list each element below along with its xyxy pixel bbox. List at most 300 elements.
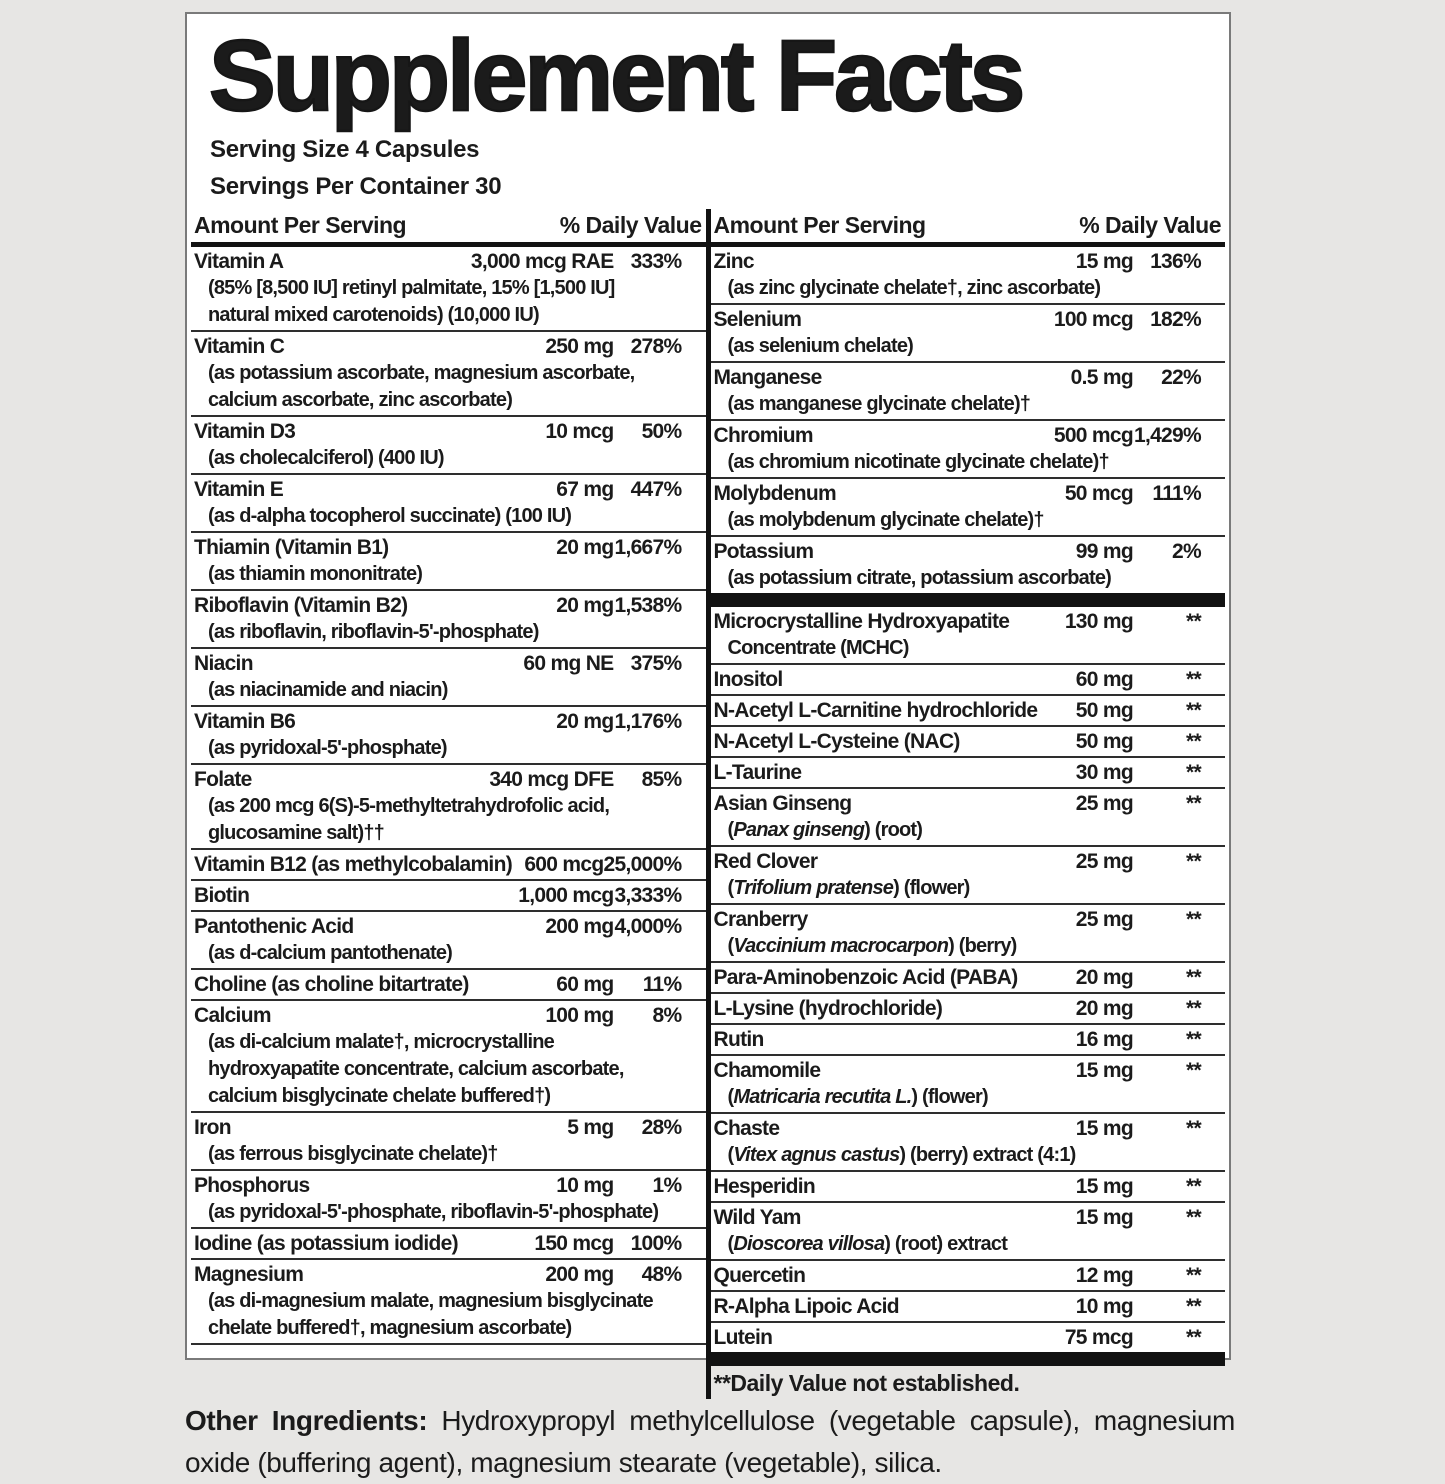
ingredient-daily-value: 85% xyxy=(641,768,682,791)
source-text: ( xyxy=(727,1233,734,1255)
ingredient-daily-value: ** xyxy=(1186,668,1201,691)
ingredient-amount: 50 mcg xyxy=(1064,482,1133,505)
source-text: hydroxyapatite concentrate, calcium ascorbate, xyxy=(208,1058,624,1080)
ingredient-name: L-Lysine (hydrochloride) xyxy=(713,997,943,1020)
ingredient-source xyxy=(194,1288,706,1315)
source-text: (as molybdenum glycinate chelate)† xyxy=(727,509,1044,531)
ingredient-daily-value: 1,429% xyxy=(1133,424,1201,447)
ingredient-line xyxy=(714,848,1226,875)
ingredient-amount: 67 mg xyxy=(556,478,614,501)
ingredient-amount: 25 mg xyxy=(1075,908,1133,931)
ingredient-source xyxy=(714,1084,1226,1111)
ingredient-source xyxy=(194,1141,706,1168)
ingredient-source xyxy=(714,449,1226,476)
ingredient-name: Iodine (as potassium iodide) xyxy=(194,1232,458,1255)
ingredient-amount: 15 mg xyxy=(1075,250,1133,273)
source-text: (as pyridoxal-5'-phosphate) xyxy=(208,737,447,759)
source-text: (as potassium ascorbate, magnesium ascorbate, xyxy=(208,362,635,384)
ingredient-line xyxy=(194,650,706,677)
table-row xyxy=(191,765,706,850)
ingredient-daily-value: 25,000% xyxy=(603,853,682,876)
ingredient-amount: 12 mg xyxy=(1075,1264,1133,1287)
ingredient-daily-value: 447% xyxy=(630,478,682,501)
ingredient-daily-value: 11% xyxy=(642,973,682,996)
ingredient-name: Manganese xyxy=(713,366,822,389)
serving-size: Serving Size 4 Capsules xyxy=(210,136,480,163)
ingredient-line xyxy=(714,759,1226,786)
ingredient-name: Inositol xyxy=(713,668,783,691)
ingredient-daily-value: 1,176% xyxy=(614,710,682,733)
ingredient-name: N-Acetyl L-Cysteine (NAC) xyxy=(713,730,960,753)
ingredient-line xyxy=(714,538,1226,565)
ingredient-amount: 75 mcg xyxy=(1064,1326,1133,1349)
table-row xyxy=(191,1229,706,1260)
ingredient-amount: 99 mg xyxy=(1075,540,1133,563)
table-row xyxy=(711,789,1226,847)
ingredient-source xyxy=(194,735,706,762)
source-text: (as pyridoxal-5'-phosphate, riboflavin-5'-phosphate) xyxy=(208,1201,659,1223)
ingredient-daily-value: 8% xyxy=(652,1004,682,1027)
table-row xyxy=(711,305,1226,363)
ingredient-amount: 600 mcg xyxy=(524,853,604,876)
ingredient-line xyxy=(194,708,706,735)
ingredient-name: Choline (as choline bitartrate) xyxy=(194,973,469,996)
ingredient-name: Cranberry xyxy=(713,908,808,931)
ingredient-name: Vitamin D3 xyxy=(194,420,296,443)
ingredient-amount: 150 mcg xyxy=(534,1232,614,1255)
ingredient-amount: 250 mg xyxy=(545,335,614,358)
ingredient-amount: 3,000 mcg RAE xyxy=(470,250,614,273)
ingredient-line xyxy=(714,697,1226,724)
ingredient-daily-value: 3,333% xyxy=(614,884,682,907)
ingredient-daily-value: ** xyxy=(1186,908,1201,931)
ingredient-line xyxy=(194,592,706,619)
ingredient-daily-value: ** xyxy=(1186,610,1201,633)
ingredient-name: Chromium xyxy=(713,424,813,447)
table-row xyxy=(191,1113,706,1171)
ingredient-line xyxy=(714,906,1226,933)
table-row xyxy=(711,1203,1226,1261)
ingredient-daily-value: ** xyxy=(1186,761,1201,784)
ingredient-amount: 30 mg xyxy=(1075,761,1133,784)
ingredient-source xyxy=(194,1029,706,1056)
ingredient-source xyxy=(714,391,1226,418)
ingredient-daily-value: 278% xyxy=(630,335,682,358)
ingredient-name: Vitamin E xyxy=(194,478,284,501)
dv-header-label: % Daily Value xyxy=(559,212,702,238)
ingredient-name: Chaste xyxy=(713,1117,780,1140)
ingredient-amount: 15 mg xyxy=(1075,1175,1133,1198)
latin-name: Trifolium pratense xyxy=(733,877,894,899)
table-row xyxy=(711,905,1226,963)
ingredient-source xyxy=(194,445,706,472)
table-row xyxy=(711,479,1226,537)
ingredient-amount: 340 mcg DFE xyxy=(489,768,614,791)
ingredient-source xyxy=(714,933,1226,960)
ingredient-name: Folate xyxy=(194,768,252,791)
amount-header-label: Amount Per Serving xyxy=(194,212,407,238)
ingredient-line xyxy=(194,476,706,503)
ingredient-name: Thiamin (Vitamin B1) xyxy=(194,536,389,559)
other-ingredients xyxy=(185,1400,1235,1484)
ingredient-source xyxy=(194,793,706,820)
ingredient-daily-value: 136% xyxy=(1150,250,1201,273)
source-text: ) (berry) xyxy=(948,935,1017,957)
ingredient-amount: 20 mg xyxy=(556,536,614,559)
source-text: (as chromium nicotinate glycinate chelate)† xyxy=(727,451,1109,473)
ingredient-name: Microcrystalline Hydroxyapatite xyxy=(713,610,1010,633)
latin-name: Vaccinium macrocarpon xyxy=(733,935,949,957)
ingredient-line xyxy=(714,1057,1226,1084)
ingredient-daily-value: ** xyxy=(1186,997,1201,1020)
ingredient-name: L-Taurine xyxy=(713,761,802,784)
ingredient-name: Vitamin B6 xyxy=(194,710,296,733)
table-row xyxy=(191,417,706,475)
ingredient-amount: 60 mg xyxy=(1075,668,1133,691)
ingredient-line xyxy=(194,851,706,878)
ingredient-amount: 10 mg xyxy=(556,1174,614,1197)
source-text: (as d-calcium pantothenate) xyxy=(208,942,452,964)
ingredient-amount: 10 mg xyxy=(1075,1295,1133,1318)
dv-header-label: % Daily Value xyxy=(1079,212,1221,238)
ingredient-source xyxy=(194,1199,706,1226)
ingredient-daily-value: ** xyxy=(1186,1028,1201,1051)
table-row xyxy=(711,1114,1226,1172)
ingredient-name: Riboflavin (Vitamin B2) xyxy=(194,594,408,617)
table-row xyxy=(711,363,1226,421)
ingredient-name: Molybdenum xyxy=(713,482,836,505)
ingredient-name: Hesperidin xyxy=(713,1175,816,1198)
ingredient-daily-value: ** xyxy=(1186,1175,1201,1198)
source-text: ) (flower) xyxy=(893,877,970,899)
source-text: (as thiamin mononitrate) xyxy=(208,563,423,585)
dv-footnote: **Daily Value not established. xyxy=(713,1370,1020,1396)
latin-name: Vitex agnus castus xyxy=(733,1144,900,1166)
ingredient-name: Lutein xyxy=(713,1326,773,1349)
nutrition-table xyxy=(191,209,1225,1399)
table-row xyxy=(711,696,1226,727)
ingredient-amount: 20 mg xyxy=(1075,997,1133,1020)
ingredient-name: Wild Yam xyxy=(713,1206,801,1229)
ingredient-name: Phosphorus xyxy=(194,1174,310,1197)
ingredient-source xyxy=(194,940,706,967)
ingredient-amount: 100 mg xyxy=(545,1004,614,1027)
table-row xyxy=(711,1172,1226,1203)
table-row xyxy=(711,758,1226,789)
ingredient-source xyxy=(194,1083,706,1110)
table-row xyxy=(191,332,706,417)
source-text: (as di-magnesium malate, magnesium bisglycinate xyxy=(208,1290,653,1312)
other-ingredients-text: Hydroxypropyl methylcellulose (vegetable capsule), magnesium oxide (buffering agent), magnesium stearate (vegetable), silica. xyxy=(185,1405,1235,1478)
source-text: ) (root) extract xyxy=(884,1233,1008,1255)
ingredient-line xyxy=(194,766,706,793)
ingredient-name: Zinc xyxy=(713,250,754,273)
table-row xyxy=(711,421,1226,479)
ingredient-amount: 200 mg xyxy=(545,915,614,938)
ingredient-line xyxy=(194,333,706,360)
ingredient-line xyxy=(714,364,1226,391)
table-row xyxy=(711,1261,1226,1292)
ingredient-daily-value: ** xyxy=(1186,699,1201,722)
source-text: ( xyxy=(727,935,734,957)
source-text: (as 200 mcg 6(S)-5-methyltetrahydrofolic acid, xyxy=(208,795,610,817)
ingredient-source xyxy=(714,275,1226,302)
ingredient-name: Asian Ginseng xyxy=(713,792,852,815)
ingredient-source xyxy=(194,275,706,302)
source-text: Concentrate (MCHC) xyxy=(727,637,909,659)
ingredient-amount: 5 mg xyxy=(567,1116,614,1139)
ingredient-name: Selenium xyxy=(713,308,802,331)
ingredient-line xyxy=(714,995,1226,1022)
ingredient-source xyxy=(714,817,1226,844)
ingredient-daily-value: 1,667% xyxy=(614,536,682,559)
ingredient-daily-value: ** xyxy=(1186,1117,1201,1140)
source-text: (as di-calcium malate†, microcrystalline xyxy=(208,1031,554,1053)
ingredient-line xyxy=(194,534,706,561)
table-row xyxy=(711,247,1226,305)
table-row xyxy=(191,1001,706,1113)
ingredient-line xyxy=(194,882,706,909)
table-row xyxy=(711,1025,1226,1056)
ingredient-name: Para-Aminobenzoic Acid (PABA) xyxy=(713,966,1018,989)
table-row xyxy=(711,727,1226,758)
ingredient-daily-value: 4,000% xyxy=(614,915,682,938)
source-text: chelate buffered†, magnesium ascorbate) xyxy=(208,1317,572,1339)
amount-header-label: Amount Per Serving xyxy=(713,212,926,238)
ingredient-amount: 20 mg xyxy=(556,710,614,733)
ingredient-source xyxy=(194,1056,706,1083)
source-text: ) (root) xyxy=(864,819,923,841)
ingredient-daily-value: 22% xyxy=(1161,366,1201,389)
ingredient-daily-value: 111% xyxy=(1152,482,1201,505)
ingredient-daily-value: ** xyxy=(1186,730,1201,753)
table-row xyxy=(191,475,706,533)
ingredient-line xyxy=(714,248,1226,275)
ingredient-name: Potassium xyxy=(713,540,814,563)
ingredient-name: Pantothenic Acid xyxy=(194,915,354,938)
ingredient-amount: 50 mg xyxy=(1075,730,1133,753)
supplement-facts-label xyxy=(185,12,1231,1396)
ingredient-amount: 50 mg xyxy=(1075,699,1133,722)
column-left xyxy=(191,209,706,1399)
table-row xyxy=(711,607,1226,665)
table-row xyxy=(191,912,706,970)
source-text: (as ferrous bisglycinate chelate)† xyxy=(208,1143,498,1165)
table-row xyxy=(191,707,706,765)
ingredient-source xyxy=(714,1142,1226,1169)
servings-per-container: Servings Per Container 30 xyxy=(210,173,502,200)
ingredient-daily-value: ** xyxy=(1186,792,1201,815)
ingredient-amount: 60 mg xyxy=(556,973,614,996)
ingredient-amount: 20 mg xyxy=(556,594,614,617)
ingredient-line xyxy=(194,1002,706,1029)
source-text: natural mixed carotenoids) (10,000 IU) xyxy=(208,304,539,326)
ingredient-source xyxy=(194,820,706,847)
ingredient-name: Quercetin xyxy=(713,1264,806,1287)
ingredient-name: Biotin xyxy=(194,884,250,907)
source-text: ) (flower) xyxy=(911,1086,988,1108)
ingredient-source xyxy=(714,507,1226,534)
ingredient-amount: 16 mg xyxy=(1075,1028,1133,1051)
ingredient-source xyxy=(194,503,706,530)
ingredient-name: Niacin xyxy=(194,652,253,675)
ingredient-daily-value: 1% xyxy=(652,1174,682,1197)
ingredient-amount: 100 mcg xyxy=(1053,308,1133,331)
ingredient-line xyxy=(194,1114,706,1141)
ingredient-amount: 25 mg xyxy=(1075,850,1133,873)
ingredient-source xyxy=(194,561,706,588)
ingredient-line xyxy=(714,1173,1226,1200)
ingredient-line xyxy=(714,964,1226,991)
table-row xyxy=(711,994,1226,1025)
ingredient-daily-value: ** xyxy=(1186,850,1201,873)
ingredient-name: Chamomile xyxy=(713,1059,821,1082)
ingredient-name: Magnesium xyxy=(194,1263,304,1286)
source-text: ( xyxy=(727,877,734,899)
ingredient-line xyxy=(714,1115,1226,1142)
ingredient-daily-value: 333% xyxy=(630,250,682,273)
ingredient-daily-value: ** xyxy=(1186,966,1201,989)
ingredient-source xyxy=(194,302,706,329)
source-text: (as d-alpha tocopherol succinate) (100 IU) xyxy=(208,505,572,527)
ingredient-name: Vitamin A xyxy=(194,250,284,273)
ingredient-line xyxy=(714,422,1226,449)
ingredient-line xyxy=(714,1324,1226,1351)
table-row xyxy=(191,649,706,707)
label-title: Supplement Facts xyxy=(209,20,1023,132)
table-row xyxy=(711,963,1226,994)
latin-name: Panax ginseng xyxy=(733,819,865,841)
source-text: (as riboflavin, riboflavin-5'-phosphate) xyxy=(208,621,539,643)
ingredient-daily-value: ** xyxy=(1186,1326,1201,1349)
ingredient-source xyxy=(714,635,1226,662)
ingredient-line xyxy=(714,1262,1226,1289)
table-row xyxy=(191,1171,706,1229)
latin-name: Dioscorea villosa xyxy=(733,1233,885,1255)
source-text: calcium bisglycinate chelate buffered†) xyxy=(208,1085,551,1107)
ingredient-amount: 60 mg NE xyxy=(523,652,614,675)
column-header xyxy=(191,209,706,247)
table-row xyxy=(191,970,706,1001)
ingredient-name: Rutin xyxy=(713,1028,764,1051)
ingredient-daily-value: ** xyxy=(1186,1059,1201,1082)
ingredient-line xyxy=(194,1172,706,1199)
ingredient-line xyxy=(194,248,706,275)
source-text: (as potassium citrate, potassium ascorbate) xyxy=(727,567,1112,589)
source-text: (as cholecalciferol) (400 IU) xyxy=(208,447,444,469)
ingredient-name: N-Acetyl L-Carnitine hydrochloride xyxy=(713,699,1038,722)
table-row xyxy=(191,533,706,591)
ingredient-daily-value: 1,538% xyxy=(614,594,682,617)
source-text: ) (berry) extract (4:1) xyxy=(899,1144,1076,1166)
ingredient-source xyxy=(194,1315,706,1342)
ingredient-daily-value: 2% xyxy=(1172,540,1201,563)
ingredient-name: Vitamin B12 (as methylcobalamin) xyxy=(194,853,512,876)
ingredient-amount: 10 mcg xyxy=(545,420,614,443)
ingredient-line xyxy=(714,1293,1226,1320)
ingredient-amount: 15 mg xyxy=(1075,1059,1133,1082)
source-text: glucosamine salt)†† xyxy=(208,822,384,844)
source-text: calcium ascorbate, zinc ascorbate) xyxy=(208,389,513,411)
ingredient-daily-value: 48% xyxy=(641,1263,682,1286)
ingredient-amount: 0.5 mg xyxy=(1070,366,1133,389)
ingredient-line xyxy=(194,1230,706,1257)
table-row xyxy=(191,591,706,649)
ingredient-amount: 500 mcg xyxy=(1053,424,1133,447)
table-row xyxy=(711,1292,1226,1323)
ingredient-daily-value: 182% xyxy=(1150,308,1201,331)
ingredient-line xyxy=(714,728,1226,755)
table-row xyxy=(711,1323,1226,1352)
ingredient-daily-value: ** xyxy=(1186,1206,1201,1229)
ingredient-source xyxy=(714,565,1226,592)
ingredient-line xyxy=(714,306,1226,333)
ingredient-daily-value: ** xyxy=(1186,1264,1201,1287)
ingredient-source xyxy=(194,360,706,387)
ingredient-name: Iron xyxy=(194,1116,231,1139)
ingredient-line xyxy=(194,418,706,445)
ingredient-line xyxy=(714,1204,1226,1231)
table-row xyxy=(191,850,706,881)
table-row xyxy=(711,665,1226,696)
ingredient-line xyxy=(714,608,1226,635)
ingredient-name: R-Alpha Lipoic Acid xyxy=(713,1295,899,1318)
ingredient-line xyxy=(714,1026,1226,1053)
ingredient-source xyxy=(714,333,1226,360)
source-text: (as selenium chelate) xyxy=(727,335,914,357)
column-right xyxy=(711,209,1226,1399)
other-ingredients-label: Other Ingredients: xyxy=(185,1405,428,1436)
ingredient-daily-value: 375% xyxy=(630,652,682,675)
ingredient-amount: 25 mg xyxy=(1075,792,1133,815)
ingredient-line xyxy=(714,480,1226,507)
ingredient-daily-value: 100% xyxy=(630,1232,682,1255)
ingredient-line xyxy=(194,1261,706,1288)
source-text: (as niacinamide and niacin) xyxy=(208,679,448,701)
table-row xyxy=(711,537,1226,593)
ingredient-daily-value: ** xyxy=(1186,1295,1201,1318)
ingredient-amount: 200 mg xyxy=(545,1263,614,1286)
ingredient-line xyxy=(714,790,1226,817)
source-text: (as manganese glycinate chelate)† xyxy=(727,393,1031,415)
latin-name: Matricaria recutita L. xyxy=(733,1086,912,1108)
table-row xyxy=(711,847,1226,905)
column-header xyxy=(711,209,1226,247)
section-divider-bar xyxy=(711,593,1226,607)
ingredient-source xyxy=(194,619,706,646)
ingredient-amount: 15 mg xyxy=(1075,1117,1133,1140)
ingredient-source xyxy=(194,387,706,414)
table-row xyxy=(711,1056,1226,1114)
ingredient-name: Vitamin C xyxy=(194,335,285,358)
ingredient-source xyxy=(714,1231,1226,1258)
table-row xyxy=(191,881,706,912)
source-text: ( xyxy=(727,1086,734,1108)
table-row xyxy=(191,247,706,332)
table-row xyxy=(191,1260,706,1345)
ingredient-amount: 130 mg xyxy=(1064,610,1133,633)
ingredient-line xyxy=(194,913,706,940)
ingredient-amount: 20 mg xyxy=(1075,966,1133,989)
ingredient-name: Red Clover xyxy=(713,850,818,873)
ingredient-line xyxy=(714,666,1226,693)
ingredient-amount: 15 mg xyxy=(1075,1206,1133,1229)
ingredient-line xyxy=(194,971,706,998)
source-text: ( xyxy=(727,819,734,841)
ingredient-source xyxy=(194,677,706,704)
source-text: (as zinc glycinate chelate†, zinc ascorbate) xyxy=(727,277,1101,299)
ingredient-name: Calcium xyxy=(194,1004,271,1027)
